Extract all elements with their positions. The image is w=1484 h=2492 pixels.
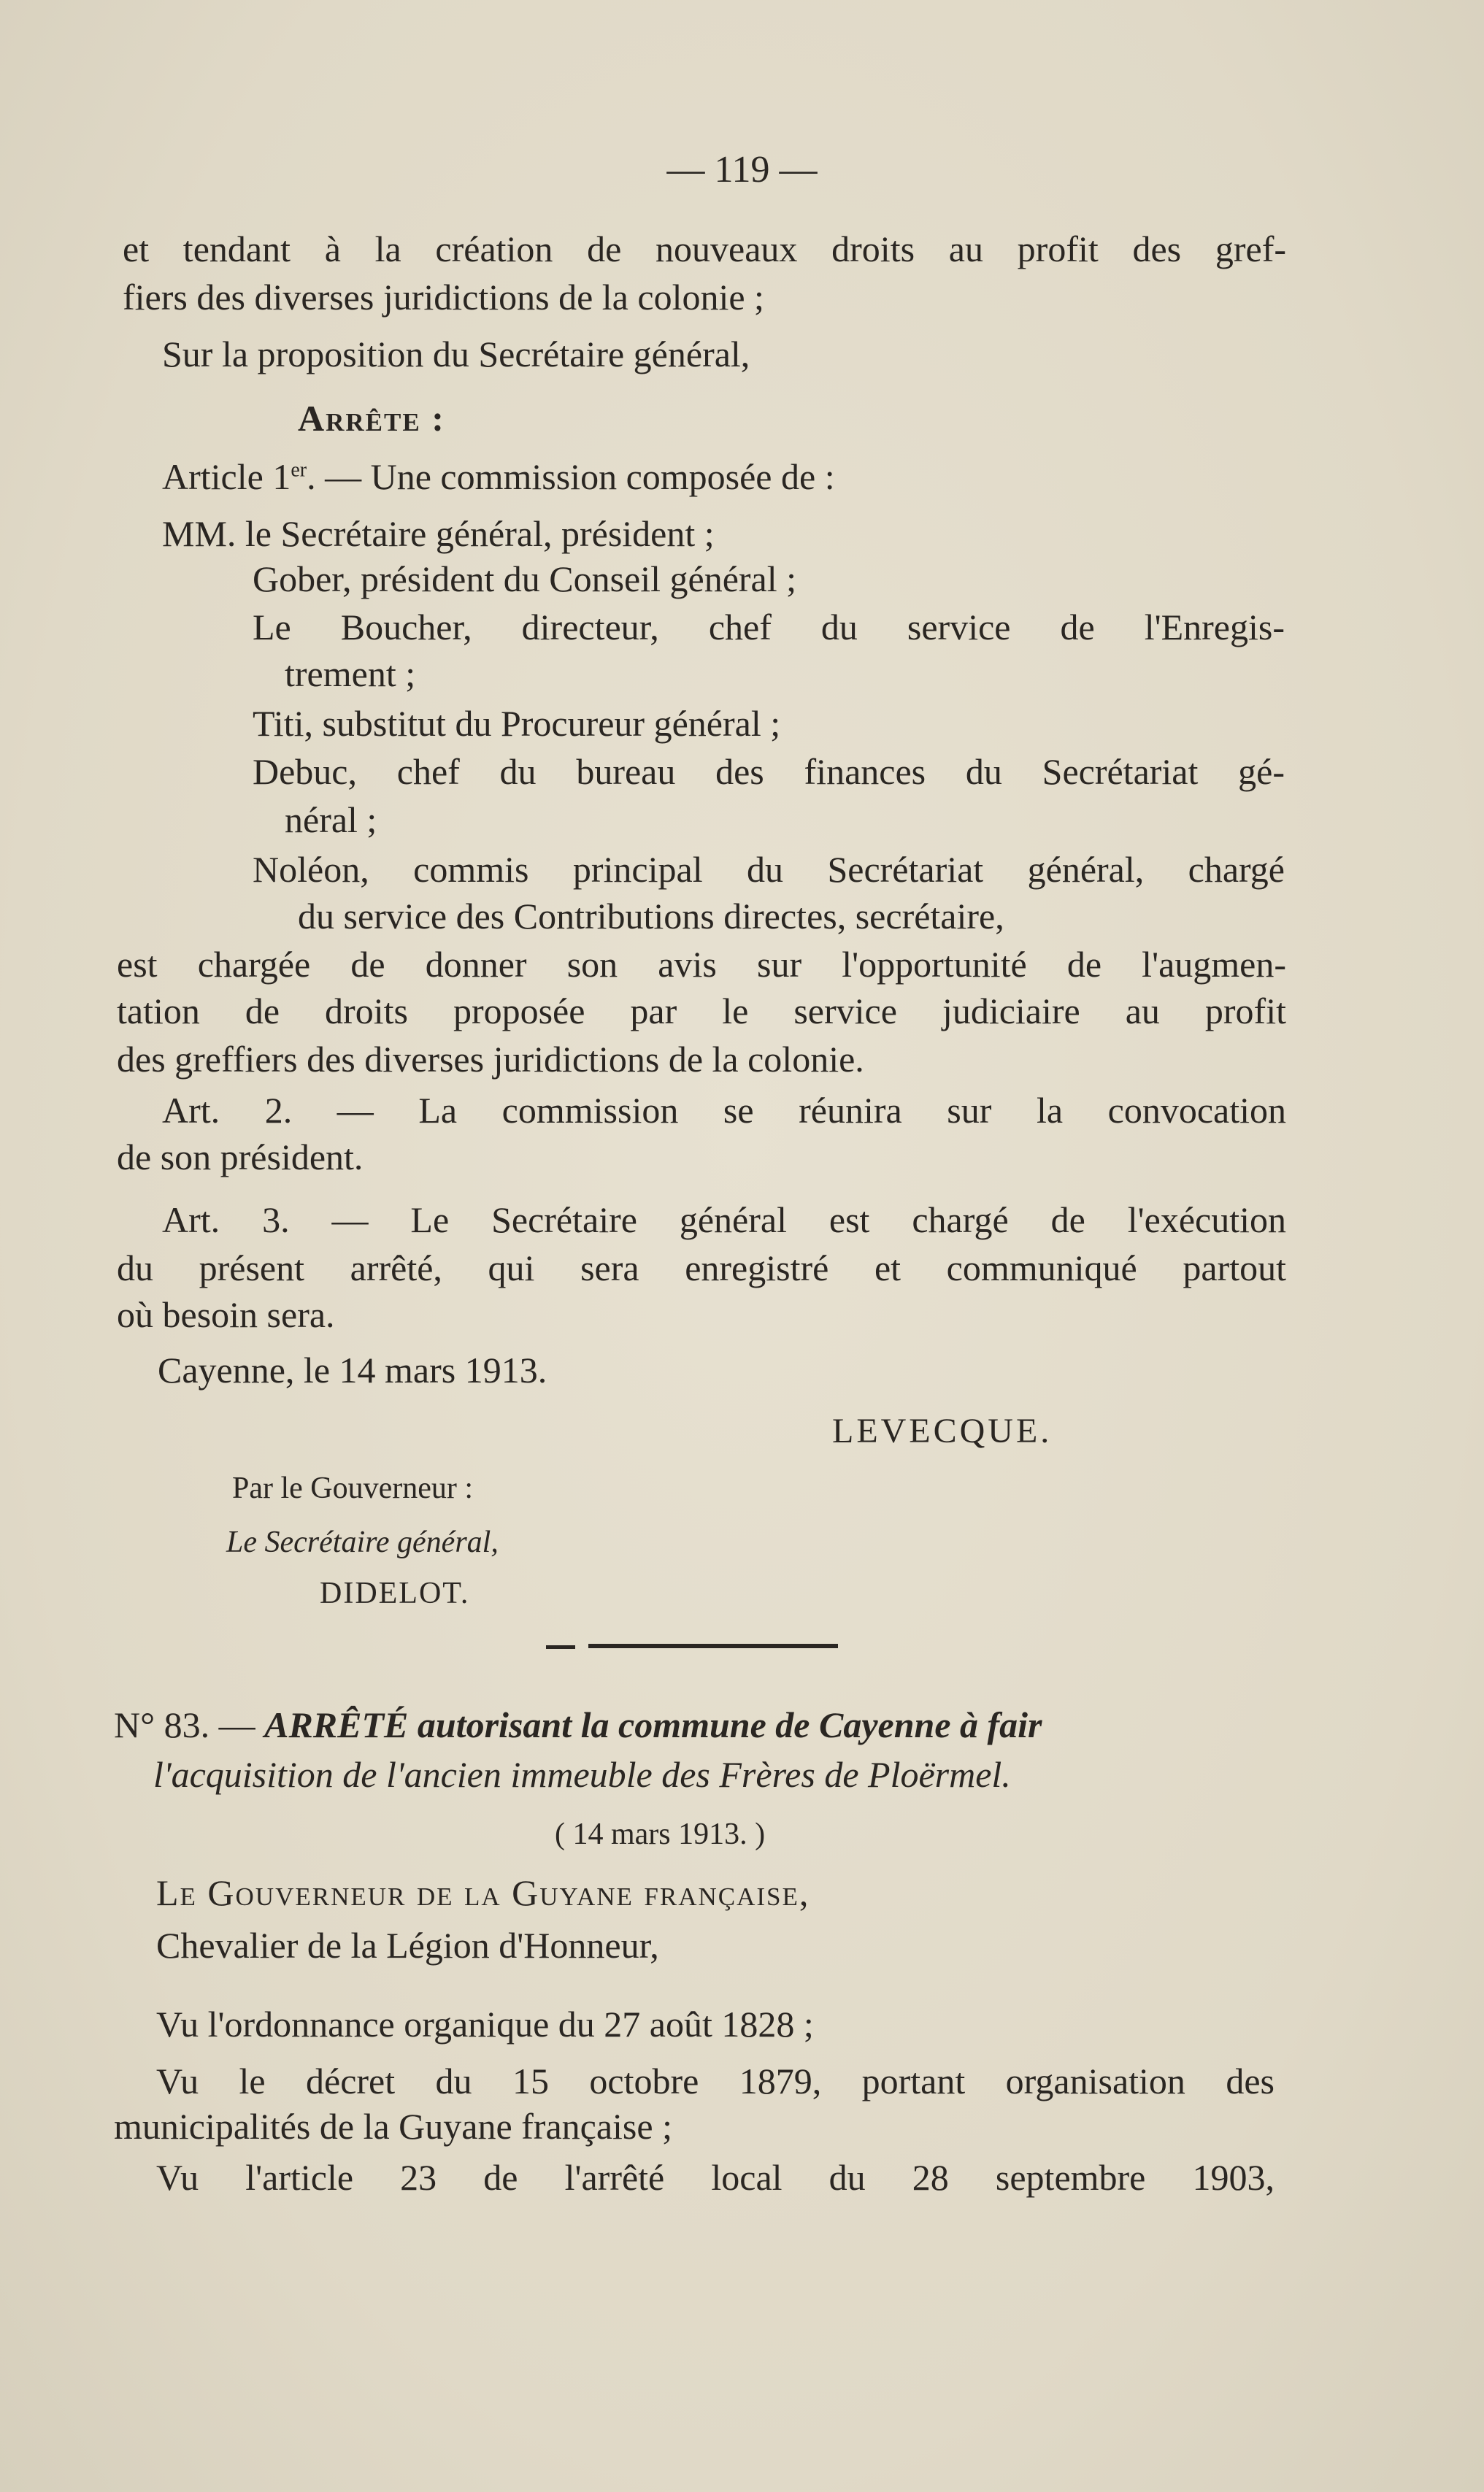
article-2-line: de son président. bbox=[117, 1137, 364, 1177]
article-3-line: Art. 3. — Le Secrétaire général est chargé de l'exécution bbox=[162, 1199, 1286, 1240]
date-place: Cayenne, le 14 mars 1913. bbox=[158, 1350, 547, 1391]
member-line: Noléon, commis principal du Secrétariat général, chargé bbox=[253, 849, 1285, 890]
secretaire-title: Le Secrétaire général, bbox=[226, 1526, 499, 1559]
arrete-heading: Arrête : bbox=[298, 398, 445, 439]
article-2-line: Art. 2. — La commission se réunira sur la convocation bbox=[162, 1090, 1286, 1131]
member-line: du service des Contributions directes, secrétaire, bbox=[298, 896, 1004, 937]
gouverneur-line bbox=[156, 1869, 810, 1917]
par-le-gouverneur: Par le Gouverneur : bbox=[232, 1472, 474, 1505]
member-line: Titi, substitut du Procureur général ; bbox=[253, 703, 781, 744]
vu-line: municipalités de la Guyane française ; bbox=[114, 2106, 672, 2147]
vu-line: Vu l'ordonnance organique du 27 août 1828 ; bbox=[156, 2004, 814, 2045]
act-title-line1: ARRÊTÉ autorisant la commune de Cayenne à fair bbox=[264, 1704, 1042, 1745]
text-line: et tendant à la création de nouveaux droits au profit des gref- bbox=[123, 228, 1286, 269]
article-1-line bbox=[162, 453, 835, 501]
article-3-line: du présent arrêté, qui sera enregistré et communiqué partout bbox=[117, 1247, 1286, 1288]
text-line: tation de droits proposée par le service judiciaire au profit bbox=[117, 991, 1286, 1031]
chevalier-line: Chevalier de la Légion d'Honneur, bbox=[156, 1925, 659, 1966]
text-line: est chargée de donner son avis sur l'opportunité de l'augmen- bbox=[117, 944, 1286, 985]
text-line: des greffiers des diverses juridictions de la colonie. bbox=[117, 1039, 864, 1080]
member-line: Gober, président du Conseil général ; bbox=[253, 558, 797, 599]
article-1-label: Article 1 bbox=[162, 456, 291, 497]
page-number: — 119 — bbox=[666, 149, 818, 191]
member-line: Debuc, chef du bureau des finances du Secrétariat gé- bbox=[253, 751, 1285, 792]
text-line: Sur la proposition du Secrétaire général, bbox=[162, 334, 750, 374]
member-line: néral ; bbox=[285, 799, 377, 840]
secretaire-name: DIDELOT. bbox=[320, 1577, 470, 1610]
member-line: MM. le Secrétaire général, président ; bbox=[162, 513, 715, 554]
article-1-sup: er bbox=[291, 458, 307, 482]
member-line: Le Boucher, directeur, chef du service de l'Enregis- bbox=[253, 607, 1285, 647]
article-1-text: . — Une commission composée de : bbox=[307, 456, 835, 497]
act-date: ( 14 mars 1913. ) bbox=[555, 1818, 766, 1851]
member-line: trement ; bbox=[285, 653, 416, 694]
vu-line: Vu l'article 23 de l'arrêté local du 28 septembre 1903, bbox=[156, 2157, 1275, 2198]
act-title-line2: l'acquisition de l'ancien immeuble des Frères de Ploërmel. bbox=[153, 1754, 1011, 1795]
section-divider bbox=[588, 1644, 838, 1648]
act-83-heading bbox=[114, 1701, 1042, 1749]
act-dash: — bbox=[209, 1704, 265, 1745]
gouverneur-text: Le Gouverneur de la Guyane française, bbox=[156, 1872, 810, 1913]
text-line: fiers des diverses juridictions de la colonie ; bbox=[123, 277, 764, 318]
section-divider bbox=[546, 1645, 575, 1649]
vu-line: Vu le décret du 15 octobre 1879, portant organisation des bbox=[156, 2061, 1275, 2101]
governor-signature: LEVECQUE. bbox=[832, 1412, 1053, 1450]
act-number: N° 83. bbox=[114, 1704, 210, 1745]
article-3-line: où besoin sera. bbox=[117, 1294, 335, 1335]
